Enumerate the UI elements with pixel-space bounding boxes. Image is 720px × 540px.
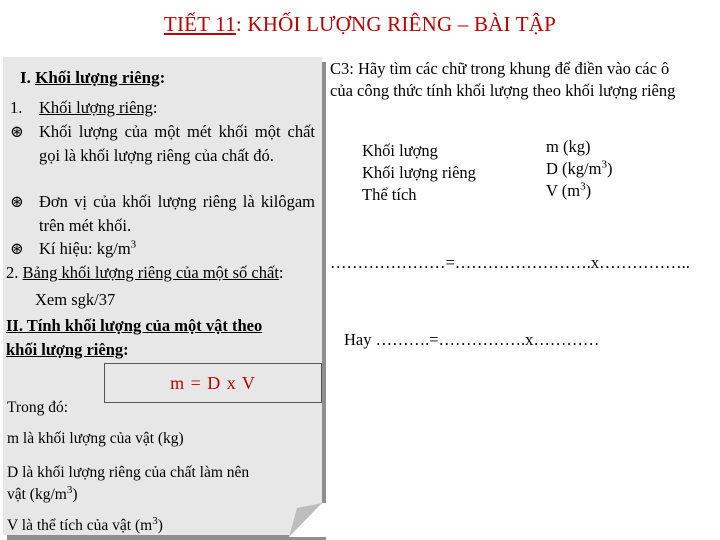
unit-item: V $(m^3)$ [546,180,592,200]
question-c3: C3: Hãy tìm các chữ trong khung để điền vào các ô của công thức tính khối lượng theo khối lượng riêng [330,59,676,100]
symbol-bullet: ⊛ Kí hiệu: $kg/m^3$ [10,237,315,261]
unit-item: D $(kg/m^3)$ [546,158,613,178]
item-1-heading: 1. Khối lượng riêng: [10,98,158,117]
term-item: Thể tích [362,185,417,204]
section-1-heading: I. Khối lượng riêng: [20,68,166,87]
definition-m: m là khối lượng của vật (kg) [7,430,184,447]
fill-in-line-2: Hay ……….=…………….x………… [344,330,600,349]
page-fold-corner [289,503,327,537]
term-item: Khối lượng riêng [362,163,476,182]
definition-v: V là thể tích của vật $(m^3)$ [7,514,163,534]
fill-in-line-1: …………………=…………………….x…………….. [330,253,690,272]
unit-list [546,136,612,202]
definition-d: D là khối lượng riêng của chất làm nên vật $(kg/m^3)$ [7,464,250,503]
term-list [362,140,476,206]
bullet-icon: ⊛ [10,239,24,258]
item-2-heading: 2. Bảng khối lượng riêng của một số chất: [6,263,284,282]
term-item: Khối lượng [362,141,438,160]
where-label: Trong đó: [7,399,69,416]
page-title [0,12,720,37]
definition-bullet: ⊛ Khối lượng của một mét khối một chất gọi là khối lượng riêng của chất đó. [10,122,315,165]
textbook-reference: Xem sgk/37 [35,290,116,309]
bullet-icon: ⊛ [10,122,24,141]
bullet-icon: ⊛ [10,192,24,211]
lesson-title: : KHỐI LƯỢNG RIÊNG – BÀI TẬP [235,12,557,36]
section-2-heading: II. Tính khối lượng của một vật theo khối lượng riêng: [6,316,263,359]
unit-bullet: ⊛ Đơn vị của khối lượng riêng là kilôgam trên mét khối. [10,192,315,235]
lesson-number: TIẾT 11 [163,12,236,36]
formula-box: m = D x V [104,363,322,403]
unit-item: m (kg) [546,137,591,156]
